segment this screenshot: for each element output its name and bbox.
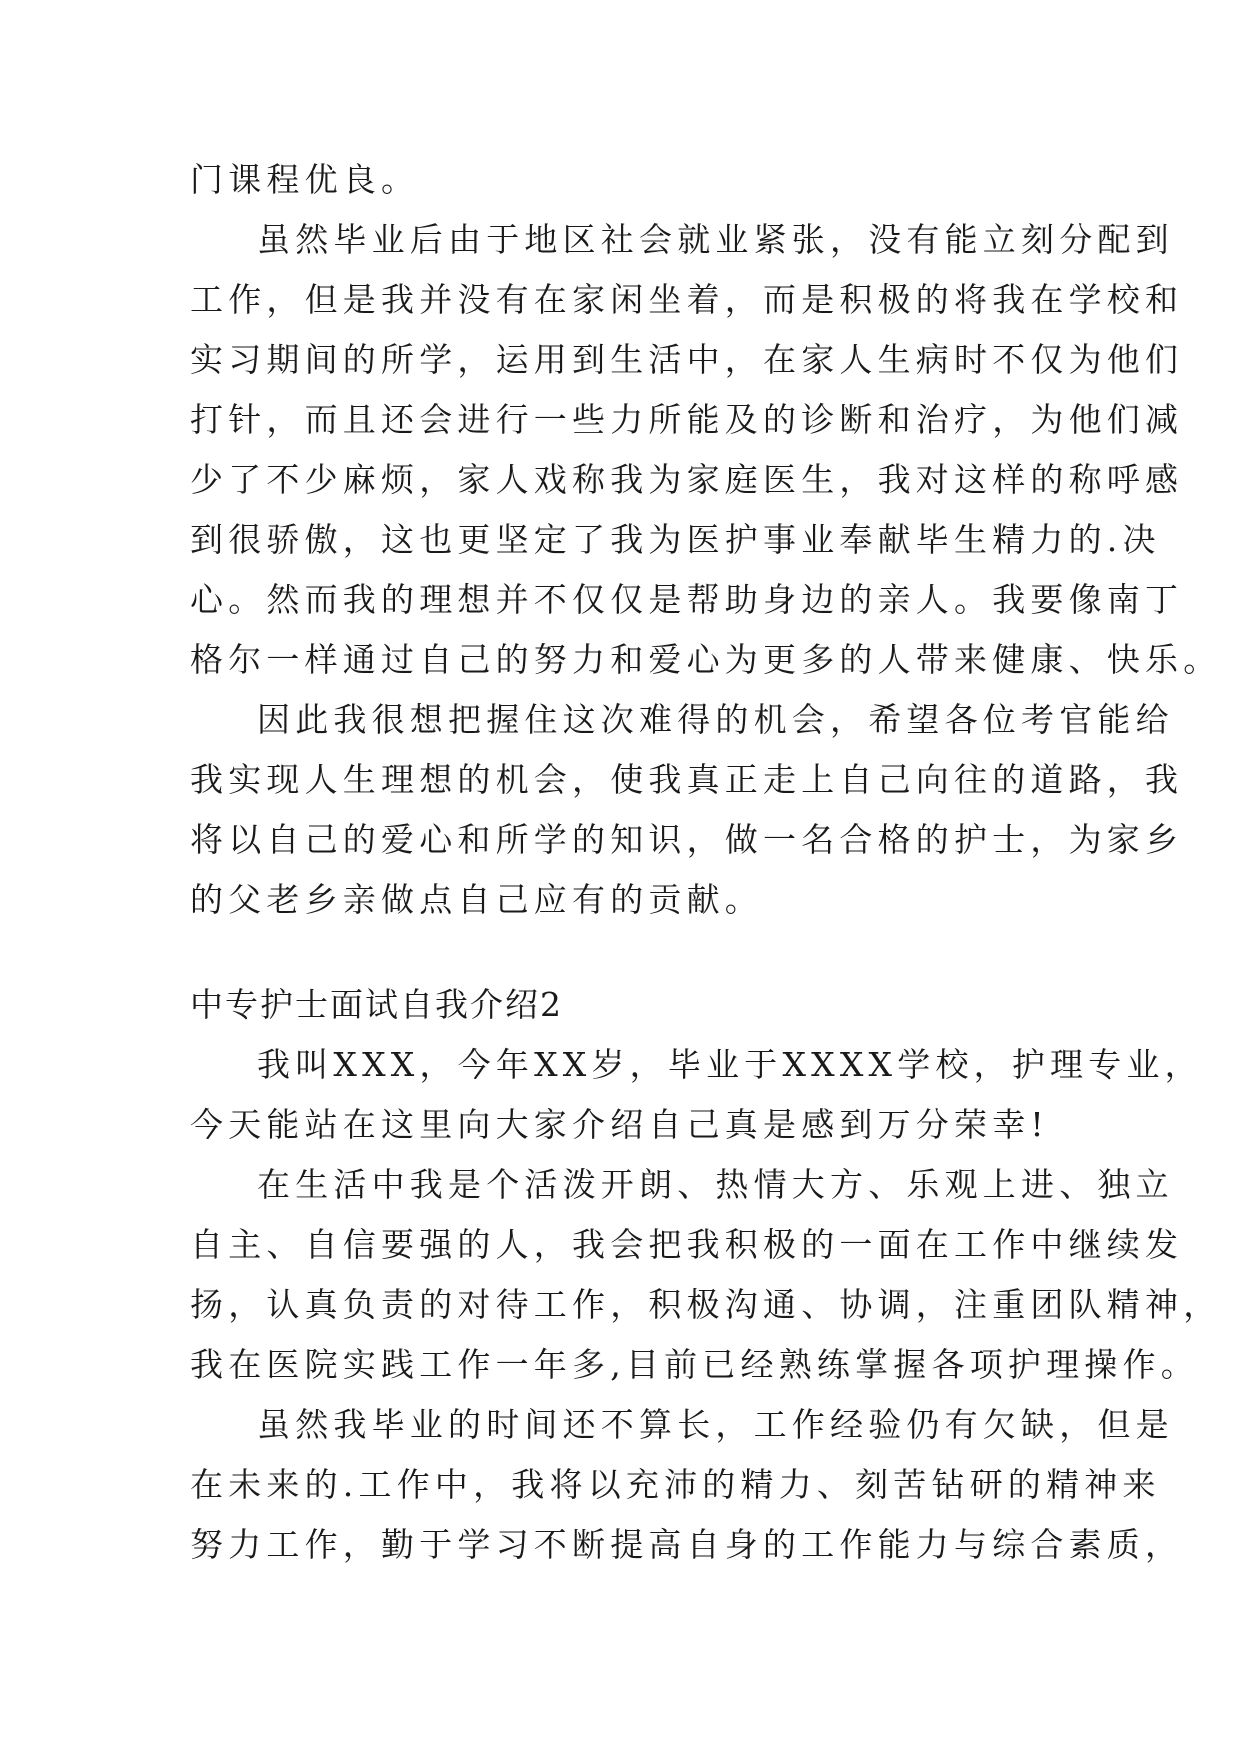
text-line: 到很骄傲，这也更坚定了我为医护事业奉献毕生精力的.决	[190, 520, 1161, 559]
text-line: 因此我很想把握住这次难得的机会，希望各位考官能给	[257, 700, 1174, 739]
text-line: 将以自己的爱心和所学的知识，做一名合格的护士，为家乡	[190, 820, 1184, 859]
text-line: 虽然我毕业的时间还不算长，工作经验仍有欠缺，但是	[257, 1405, 1174, 1444]
text-line: 虽然毕业后由于地区社会就业紧张，没有能立刻分配到	[257, 220, 1174, 259]
text-line: 努力工作，勤于学习不断提高自身的工作能力与综合素质，	[190, 1525, 1184, 1564]
text-line: 心。然而我的理想并不仅仅是帮助身边的亲人。我要像南丁	[190, 580, 1184, 619]
text-line: 格尔一样通过自己的努力和爱心为更多的人带来健康、快乐。	[190, 640, 1222, 679]
text-line: 今天能站在这里向大家介绍自己真是感到万分荣幸!	[190, 1105, 1049, 1144]
text-line: 在未来的.工作中，我将以充沛的精力、刻苦钻研的精神来	[190, 1465, 1161, 1504]
text-line: 我在医院实践工作一年多,目前已经熟练掌握各项护理操作。	[190, 1345, 1199, 1384]
text-line: 门课程优良。	[190, 160, 420, 199]
text-line: 实习期间的所学，运用到生活中，在家人生病时不仅为他们	[190, 340, 1184, 379]
text-line: 打针，而且还会进行一些力所能及的诊断和治疗，为他们减	[190, 400, 1184, 439]
text-line: 少了不少麻烦，家人戏称我为家庭医生，我对这样的称呼感	[190, 460, 1184, 499]
section-heading: 中专护士面试自我介绍2	[190, 985, 563, 1024]
text-line: 的父老乡亲做点自己应有的贡献。	[190, 880, 763, 919]
text-line: 我实现人生理想的机会，使我真正走上自己向往的道路，我	[190, 760, 1184, 799]
text-line: 自主、自信要强的人，我会把我积极的一面在工作中继续发	[190, 1225, 1184, 1264]
text-line: 我叫XXX，今年XX岁，毕业于XXXX学校，护理专业，	[257, 1045, 1203, 1084]
text-line: 在生活中我是个活泼开朗、热情大方、乐观上进、独立	[257, 1165, 1174, 1204]
text-line: 工作，但是我并没有在家闲坐着，而是积极的将我在学校和	[190, 280, 1184, 319]
text-line: 扬，认真负责的对待工作，积极沟通、协调，注重团队精神，	[190, 1285, 1222, 1324]
